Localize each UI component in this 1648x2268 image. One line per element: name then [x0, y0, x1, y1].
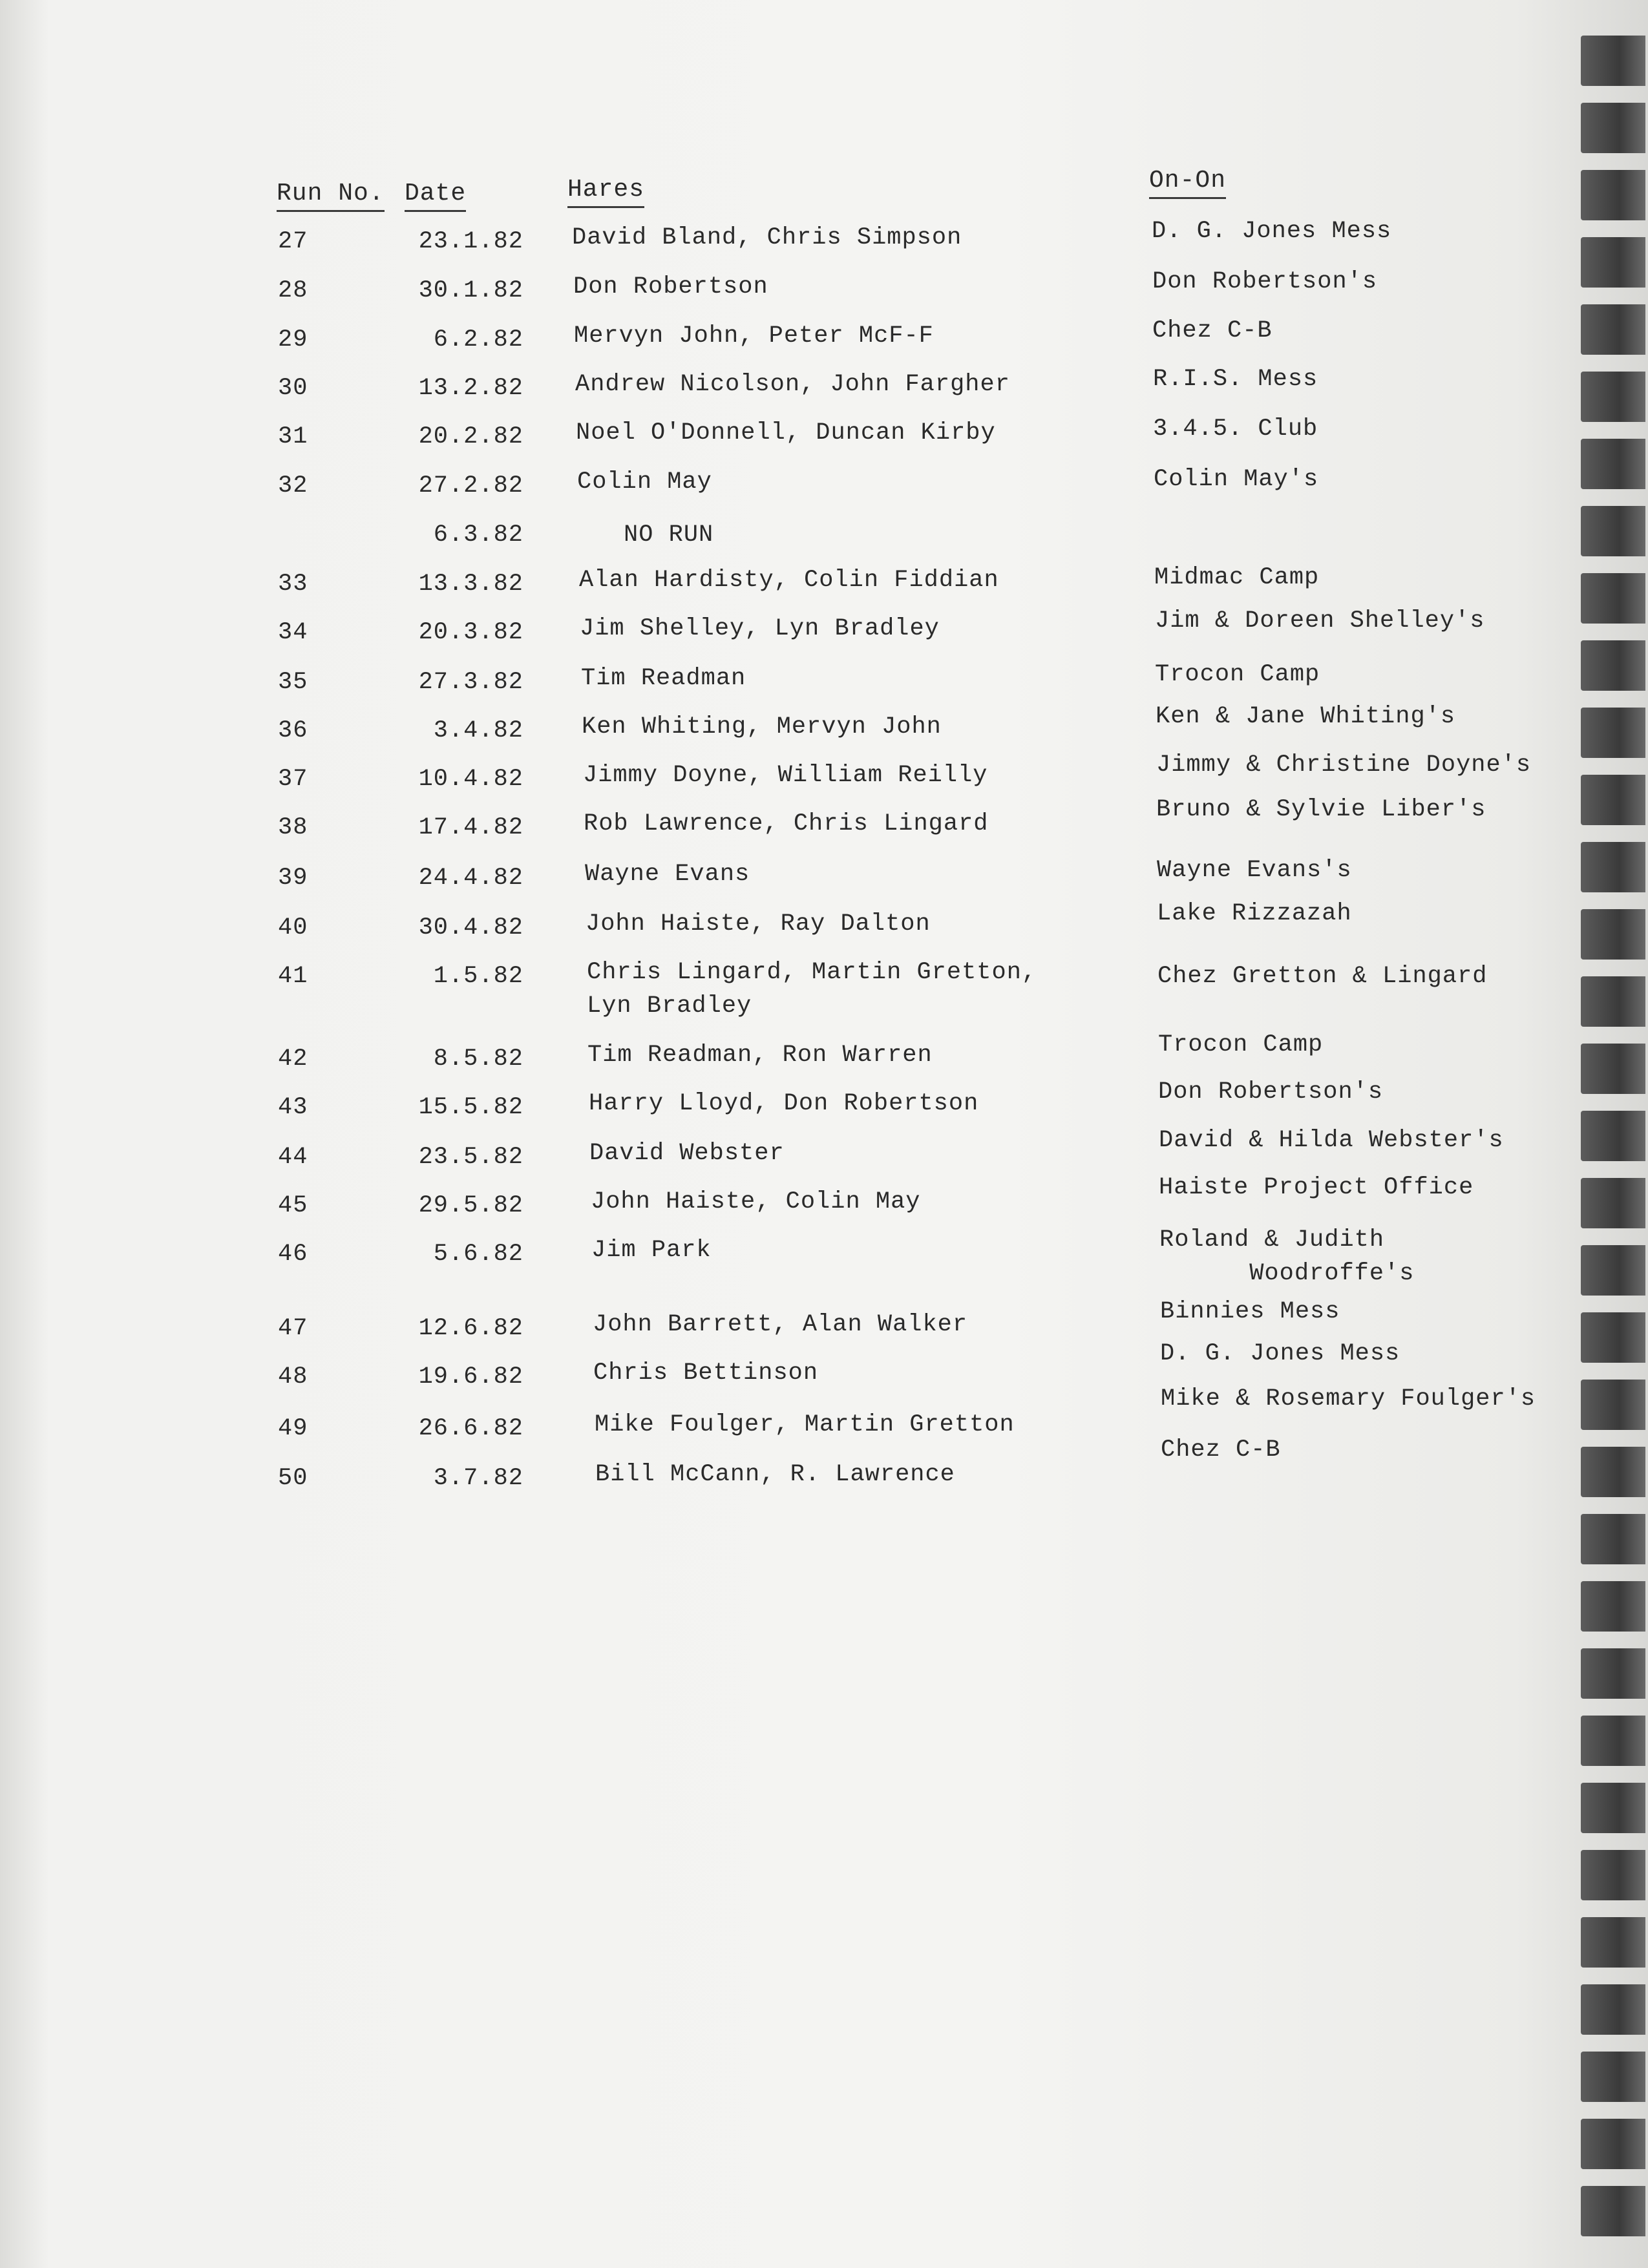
binding-ring: [1581, 1044, 1645, 1094]
run-date: 3.7.82: [433, 1465, 523, 1492]
run-on-on: 3.4.5. Club: [1153, 415, 1318, 443]
header-date: Date: [405, 180, 466, 212]
run-on-on: Bruno & Sylvie Liber's: [1156, 796, 1486, 823]
run-on-on: Jimmy & Christine Doyne's: [1156, 751, 1532, 779]
run-date: 29.5.82: [418, 1192, 523, 1219]
binding-ring: [1581, 1178, 1645, 1228]
run-hares: David Bland, Chris Simpson: [572, 224, 962, 251]
binding-ring: [1581, 573, 1645, 624]
run-number: 33: [278, 571, 308, 598]
run-on-on: Colin May's: [1154, 466, 1319, 493]
binding-ring: [1581, 2052, 1645, 2102]
run-number: 38: [278, 814, 308, 841]
binding-ring: [1581, 1514, 1645, 1564]
run-hares: Chris Bettinson: [593, 1360, 819, 1387]
run-date: 23.5.82: [418, 1144, 523, 1171]
run-on-on: Binnies Mess: [1160, 1298, 1340, 1325]
run-on-on: Chez C-B: [1152, 317, 1273, 344]
run-number: 47: [278, 1315, 308, 1342]
binding-ring: [1581, 506, 1645, 556]
binding-ring: [1581, 372, 1645, 422]
binding-ring: [1581, 439, 1645, 489]
run-date: 5.6.82: [433, 1241, 523, 1268]
binding-ring: [1581, 909, 1645, 960]
header-hares: Hares: [567, 176, 644, 208]
run-on-on: Don Robertson's: [1152, 268, 1378, 295]
run-on-on: Trocon Camp: [1155, 661, 1320, 688]
binding-ring: [1581, 1312, 1645, 1363]
run-date: 23.1.82: [418, 228, 523, 255]
run-number: 28: [278, 277, 308, 304]
run-hares: Mike Foulger, Martin Gretton: [595, 1411, 1015, 1438]
run-number: 34: [278, 619, 308, 646]
binding-ring: [1581, 1245, 1645, 1296]
header-on-on: On-On: [1149, 167, 1226, 199]
run-hares: Harry Lloyd, Don Robertson: [589, 1090, 979, 1117]
run-on-on: Don Robertson's: [1158, 1078, 1384, 1106]
binding-ring: [1581, 1447, 1645, 1497]
run-on-on: Wayne Evans's: [1157, 857, 1352, 884]
run-number: 46: [278, 1241, 308, 1268]
binding-ring: [1581, 1380, 1645, 1430]
run-number: 29: [278, 326, 308, 353]
spiral-binding: [1577, 0, 1648, 2268]
run-on-on: Chez Gretton & Lingard: [1157, 963, 1488, 990]
binding-ring: [1581, 1783, 1645, 1833]
run-number: 35: [278, 669, 308, 696]
run-number: 30: [278, 375, 308, 402]
run-hares: John Haiste, Ray Dalton: [586, 910, 931, 938]
run-date: 20.2.82: [418, 423, 523, 450]
run-on-on: David & Hilda Webster's: [1159, 1127, 1504, 1154]
run-number: 42: [278, 1045, 308, 1073]
binding-ring: [1581, 2119, 1645, 2169]
run-hares: John Haiste, Colin May: [591, 1188, 921, 1215]
binding-ring: [1581, 2186, 1645, 2236]
run-date: 8.5.82: [433, 1045, 523, 1073]
run-on-on: Jim & Doreen Shelley's: [1155, 607, 1485, 635]
run-hares: Alan Hardisty, Colin Fiddian: [579, 567, 999, 594]
binding-ring: [1581, 976, 1645, 1027]
run-hares: Ken Whiting, Mervyn John: [582, 713, 942, 740]
run-number: 50: [278, 1465, 308, 1492]
binding-ring: [1581, 1850, 1645, 1900]
binding-ring: [1581, 1111, 1645, 1161]
run-on-on: Mike & Rosemary Foulger's: [1161, 1385, 1536, 1412]
run-number: 40: [278, 914, 308, 941]
run-number: 37: [278, 766, 308, 793]
run-date: 12.6.82: [418, 1315, 523, 1342]
run-hares: Rob Lawrence, Chris Lingard: [584, 810, 989, 837]
run-date: 13.3.82: [418, 571, 523, 598]
run-date: 3.4.82: [433, 717, 523, 744]
run-hares: Wayne Evans: [585, 861, 750, 888]
run-number: 31: [278, 423, 308, 450]
run-number: 39: [278, 865, 308, 892]
binding-ring: [1581, 1716, 1645, 1766]
run-date: 26.6.82: [418, 1415, 523, 1442]
header-run-no: Run No.: [277, 180, 385, 212]
binding-ring: [1581, 170, 1645, 220]
binding-ring: [1581, 36, 1645, 86]
run-on-on: Ken & Jane Whiting's: [1156, 703, 1456, 730]
binding-ring: [1581, 708, 1645, 758]
run-hares: Noel O'Donnell, Duncan Kirby: [576, 419, 996, 446]
run-date: 1.5.82: [433, 963, 523, 990]
binding-ring: [1581, 1648, 1645, 1699]
run-hares: Chris Lingard, Martin Gretton, Lyn Bradley: [587, 959, 1037, 1020]
run-date: 6.2.82: [433, 326, 523, 353]
run-hares: Colin May: [577, 468, 712, 496]
run-number: 48: [278, 1363, 308, 1391]
run-hares: NO RUN: [624, 521, 714, 549]
run-date: 17.4.82: [418, 814, 523, 841]
run-hares: Bill McCann, R. Lawrence: [595, 1461, 955, 1488]
binding-ring: [1581, 1917, 1645, 1968]
run-hares: Don Robertson: [573, 273, 768, 300]
run-number: 45: [278, 1192, 308, 1219]
run-on-on: Trocon Camp: [1158, 1031, 1324, 1058]
binding-ring: [1581, 1581, 1645, 1632]
run-on-on: D. G. Jones Mess: [1160, 1340, 1400, 1367]
run-number: 27: [278, 228, 308, 255]
run-hares: David Webster: [589, 1140, 785, 1167]
run-on-on: Roland & Judith Woodroffe's: [1159, 1226, 1415, 1287]
run-date: 27.3.82: [418, 669, 523, 696]
run-on-on: D. G. Jones Mess: [1152, 218, 1392, 245]
binding-ring: [1581, 304, 1645, 355]
run-hares: Jimmy Doyne, William Reilly: [583, 762, 988, 789]
run-number: 36: [278, 717, 308, 744]
run-date: 20.3.82: [418, 619, 523, 646]
run-hares: Jim Park: [591, 1237, 712, 1264]
binding-ring: [1581, 640, 1645, 691]
run-hares: Jim Shelley, Lyn Bradley: [580, 615, 940, 642]
binding-ring: [1581, 103, 1645, 153]
run-number: 41: [278, 963, 308, 990]
run-hares: Andrew Nicolson, John Fargher: [575, 371, 1010, 398]
binding-ring: [1581, 775, 1645, 825]
run-hares: Mervyn John, Peter McF-F: [574, 322, 934, 350]
binding-ring: [1581, 1984, 1645, 2035]
run-hares: Tim Readman: [581, 665, 746, 692]
run-number: 43: [278, 1094, 308, 1121]
run-on-on: Midmac Camp: [1154, 564, 1320, 591]
run-date: 6.3.82: [433, 521, 523, 549]
run-date: 15.5.82: [418, 1094, 523, 1121]
run-date: 24.4.82: [418, 865, 523, 892]
run-on-on: Haiste Project Office: [1159, 1174, 1474, 1201]
run-number: 32: [278, 472, 308, 499]
run-hares: Tim Readman, Ron Warren: [587, 1042, 933, 1069]
run-on-on: R.I.S. Mess: [1153, 366, 1318, 393]
run-date: 30.1.82: [418, 277, 523, 304]
binding-ring: [1581, 842, 1645, 892]
run-date: 27.2.82: [418, 472, 523, 499]
run-number: 44: [278, 1144, 308, 1171]
run-date: 30.4.82: [418, 914, 523, 941]
binding-ring: [1581, 237, 1645, 288]
run-date: 19.6.82: [418, 1363, 523, 1391]
run-date: 13.2.82: [418, 375, 523, 402]
run-hares: John Barrett, Alan Walker: [593, 1311, 968, 1338]
run-on-on: Chez C-B: [1161, 1436, 1281, 1464]
run-on-on: Lake Rizzazah: [1157, 900, 1352, 927]
run-date: 10.4.82: [418, 766, 523, 793]
run-number: 49: [278, 1415, 308, 1442]
